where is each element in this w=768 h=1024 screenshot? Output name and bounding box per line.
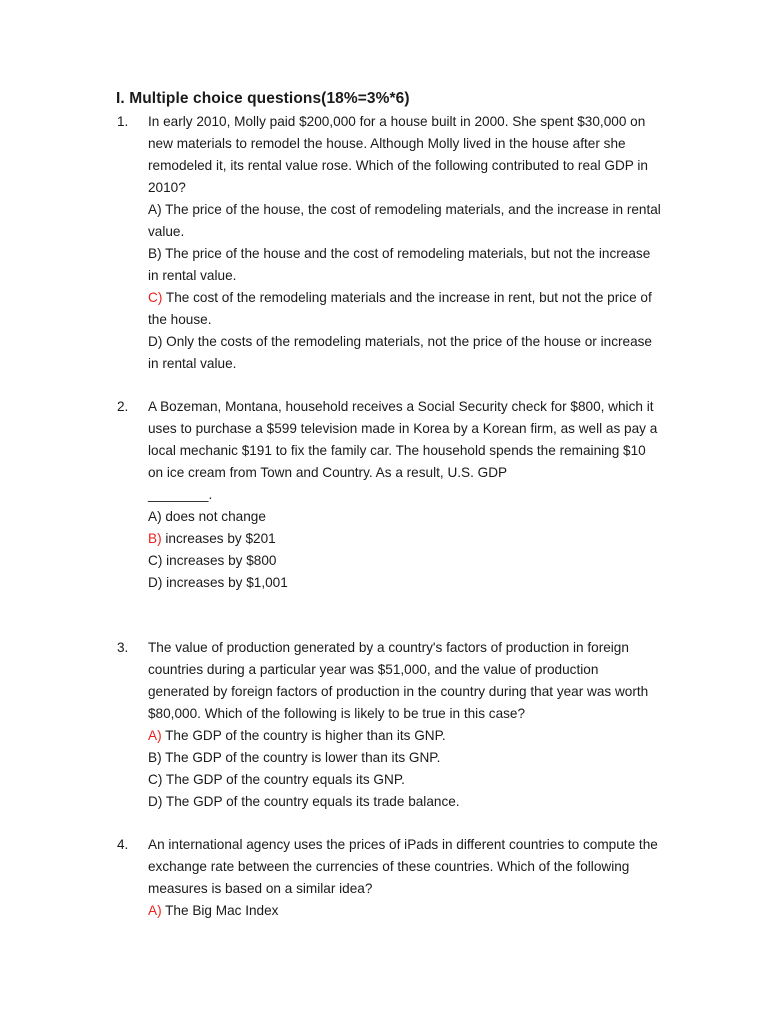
answer-marker: B) [148, 531, 162, 546]
question-number: 1. [117, 114, 129, 129]
option-letter: B) [148, 750, 162, 765]
option-text: increases by $201 [161, 531, 276, 546]
question-stem: The value of production generated by a country's factors of production in foreign countries during a particular year was $51,000, and the value of production generated by foreign factors of production in the country during that year was worth $80,000. Which of the following is likely to be true in this case? [148, 640, 649, 721]
option-text: The GDP of the country equals its trade balance. [162, 794, 460, 809]
answer-blank: ________. [148, 487, 213, 502]
question-number: 2. [117, 399, 129, 414]
question-number: 3. [117, 640, 129, 655]
question-stem: An international agency uses the prices of iPads in different countries to compute the exchange rate between the currencies of these countries. Which of the following measures is based on a similar idea? [148, 837, 658, 896]
option-text: The cost of the remodeling materials and the increase in rent, but not the price of the house. [148, 290, 652, 327]
option-d [148, 791, 663, 813]
option-letter: A) [148, 202, 162, 217]
answer-marker: A) [148, 728, 162, 743]
option-b [148, 243, 663, 287]
option-letter: D) [148, 575, 163, 590]
option-b [148, 747, 663, 769]
question-body [148, 834, 663, 922]
option-letter: D) [148, 794, 163, 809]
question-body [148, 396, 663, 594]
option-c [148, 769, 663, 791]
option-b [148, 528, 663, 550]
option-text: increases by $800 [162, 553, 277, 568]
option-letter: D) [148, 334, 163, 349]
section-title: I. Multiple choice questions(18%=3%*6) [116, 90, 410, 107]
option-a [148, 725, 663, 747]
option-text: The GDP of the country is higher than its GNP. [161, 728, 446, 743]
option-text: The GDP of the country is lower than its GNP. [161, 750, 441, 765]
question-number: 4. [117, 837, 129, 852]
option-letter: C) [148, 553, 163, 568]
option-text: does not change [161, 509, 266, 524]
question-stem: A Bozeman, Montana, household receives a Social Security check for $800, which it uses to purchase a $599 television made in Korea by a Korean firm, as well as pay a local mechanic $191 to fix the family car. The household spends the remaining $10 on ice cream from Town and Country. As a result, U.S. GDP [148, 399, 658, 480]
answer-marker: C) [148, 290, 163, 305]
option-letter: A) [148, 509, 162, 524]
option-text: The price of the house and the cost of remodeling materials, but not the increase in rental value. [148, 246, 651, 283]
question-body [148, 111, 663, 375]
option-text: increases by $1,001 [162, 575, 288, 590]
answer-marker: A) [148, 903, 162, 918]
option-text: The price of the house, the cost of remodeling materials, and the increase in rental value. [148, 202, 661, 239]
question-stem: In early 2010, Molly paid $200,000 for a house built in 2000. She spent $30,000 on new materials to remodel the house. Although Molly lived in the house after she remodeled it, its rental value rose. Which of the following contributed to real GDP in 2010? [148, 114, 648, 195]
option-letter: C) [148, 772, 163, 787]
option-d [148, 572, 663, 594]
option-a [148, 199, 663, 243]
option-c [148, 287, 663, 331]
question-body [148, 637, 663, 813]
option-c [148, 550, 663, 572]
option-text: Only the costs of the remodeling materials, not the price of the house or increase in rental value. [148, 334, 652, 371]
option-text: The GDP of the country equals its GNP. [162, 772, 405, 787]
option-text: The Big Mac Index [161, 903, 279, 918]
option-d [148, 331, 663, 375]
option-a [148, 900, 663, 922]
option-a [148, 506, 663, 528]
option-letter: B) [148, 246, 162, 261]
